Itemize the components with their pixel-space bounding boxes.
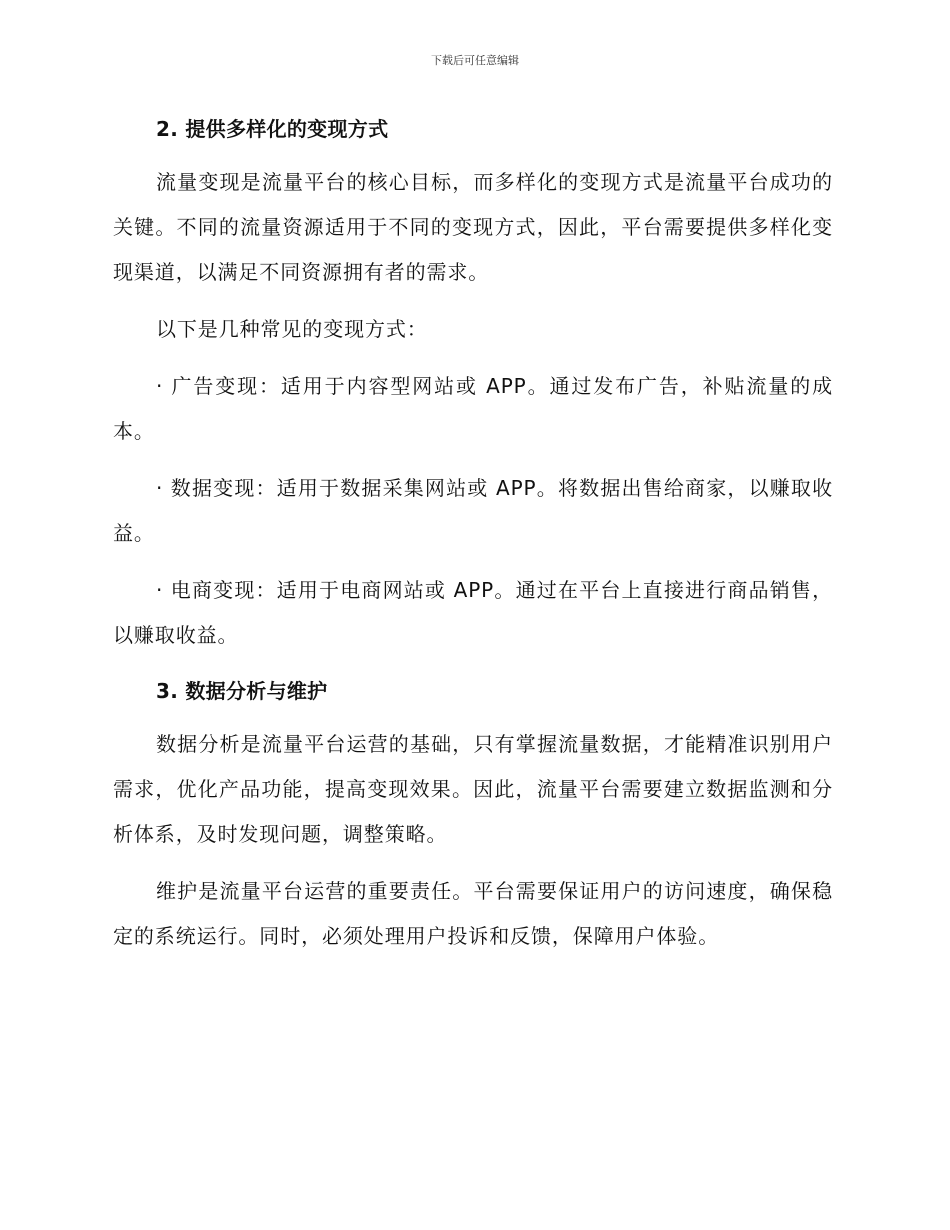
section-heading-2: 2. 提供多样化的变现方式	[156, 117, 389, 141]
paragraph-maintenance: 维护是流量平台运营的重要责任。平台需要保证用户的访问速度，确保稳定的系统运行。同时，必须处理用户投诉和反馈，保障用户体验。	[113, 879, 833, 948]
section-heading-3: 3. 数据分析与维护	[156, 679, 328, 703]
bullet-data-monetization: · 数据变现：适用于数据采集网站或 APP。将数据出售给商家，以赚取收益。	[113, 476, 833, 545]
document-body	[113, 108, 833, 971]
paragraph-data-analysis: 数据分析是流量平台运营的基础，只有掌握流量数据，才能精准识别用户需求，优化产品功能，提高变现效果。因此，流量平台需要建立数据监测和分析体系，及时发现问题，调整策略。	[113, 732, 833, 846]
bullet-ecommerce-monetization: · 电商变现：适用于电商网站或 APP。通过在平台上直接进行商品销售，以赚取收益。	[113, 578, 833, 647]
paragraph-monetization-intro: 流量变现是流量平台的核心目标，而多样化的变现方式是流量平台成功的关键。不同的流量资源适用于不同的变现方式，因此，平台需要提供多样化变现渠道，以满足不同资源拥有者的需求。	[113, 170, 833, 284]
paragraph-common-methods: 以下是几种常见的变现方式：	[156, 317, 428, 341]
bullet-ad-monetization: · 广告变现：适用于内容型网站或 APP。通过发布广告，补贴流量的成本。	[113, 374, 833, 443]
page-header-note: 下载后可任意编辑	[431, 54, 519, 67]
